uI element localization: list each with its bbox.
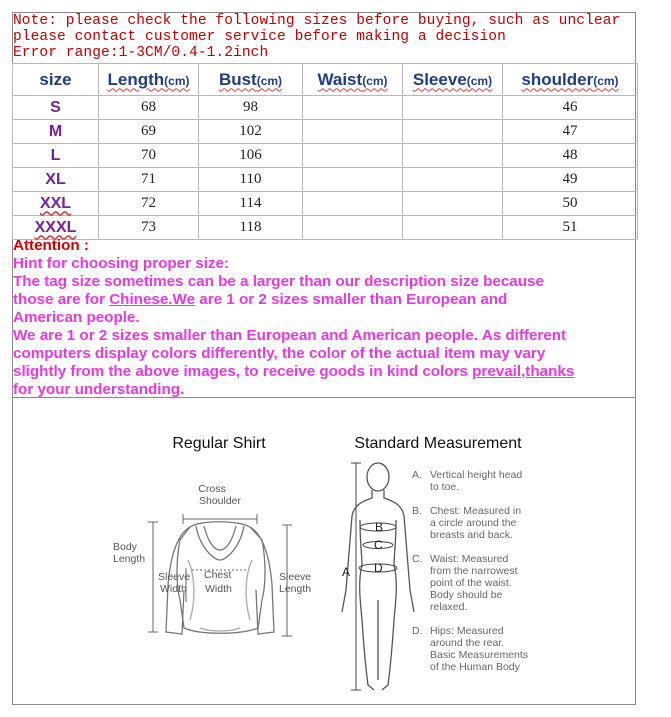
legend-text: Chest: Measured in bbox=[430, 505, 522, 517]
header-shoulder: shoulder(cm) bbox=[503, 64, 638, 96]
cross-shoulder-label: Cross bbox=[198, 483, 226, 495]
legend-text: Waist: Measured bbox=[430, 553, 509, 565]
note-line-1: Note: please check the following sizes before buying, such as unclear bbox=[13, 13, 621, 29]
measurement-legend bbox=[412, 469, 528, 673]
shoulder-cell: 49 bbox=[503, 168, 638, 192]
bust-cell: 118 bbox=[199, 216, 303, 240]
legend-text: a circle around the bbox=[430, 517, 517, 529]
body-length-label: Length bbox=[113, 553, 146, 565]
length-cell: 71 bbox=[99, 168, 199, 192]
legend-letter: C. bbox=[412, 553, 423, 565]
shirt-labels bbox=[113, 483, 311, 595]
bust-cell: 106 bbox=[199, 144, 303, 168]
size-cell: S bbox=[13, 96, 99, 120]
sleeve-length-label: Length bbox=[279, 583, 312, 595]
bust-cell: 98 bbox=[199, 96, 303, 120]
body-silhouette bbox=[342, 463, 414, 690]
marker-a: A bbox=[342, 565, 351, 579]
legend-text: Hips: Measured bbox=[430, 625, 504, 637]
notice-line: American people. bbox=[13, 309, 140, 326]
sleeve-length-label: Sleeve bbox=[279, 571, 312, 583]
notice-line: slightly from the above images, to receive goods in kind colors prevail,thanks bbox=[13, 363, 575, 380]
length-cell: 70 bbox=[99, 144, 199, 168]
chest-width-label: Width bbox=[205, 583, 232, 595]
legend-text: breasts and back. bbox=[430, 529, 513, 541]
note-line-2: please contact customer service before making a decision bbox=[13, 29, 506, 45]
notice-line: those are for Chinese.We are 1 or 2 sizes smaller than European and bbox=[13, 291, 508, 308]
shoulder-cell: 48 bbox=[503, 144, 638, 168]
hint-line: Hint for choosing proper size: bbox=[13, 255, 230, 272]
shoulder-cell: 50 bbox=[503, 192, 638, 216]
sleeve-width-label: Width bbox=[160, 583, 187, 595]
legend-text: relaxed. bbox=[430, 601, 468, 613]
size-cell: XXXL bbox=[13, 216, 99, 240]
legend-text: Body should be bbox=[430, 589, 503, 601]
header-bust: Bust(cm) bbox=[199, 64, 303, 96]
note-line-3: Error range:1-3CM/0.4-1.2inch bbox=[13, 45, 269, 61]
header-length: Length(cm) bbox=[99, 64, 199, 96]
length-cell: 68 bbox=[99, 96, 199, 120]
legend-text: Vertical height head bbox=[430, 469, 523, 481]
length-cell: 72 bbox=[99, 192, 199, 216]
measurement-diagram-title: Standard Measurement bbox=[354, 435, 522, 452]
body-measurement-diagram bbox=[342, 435, 528, 690]
header-sleeve: Sleeve(cm) bbox=[403, 64, 503, 96]
notice-line: computers display colors differently, the color of the actual item may vary bbox=[13, 345, 546, 362]
size-cell: XXL bbox=[13, 192, 99, 216]
sleeve-width-label: Sleeve bbox=[158, 571, 191, 583]
notice-line: The tag size sometimes can be a larger than our description size because bbox=[13, 273, 544, 290]
size-cell: L bbox=[13, 144, 99, 168]
length-cell: 73 bbox=[99, 216, 199, 240]
bust-cell: 114 bbox=[199, 192, 303, 216]
bust-cell: 110 bbox=[199, 168, 303, 192]
body-length-label: Body bbox=[113, 541, 137, 553]
legend-text: Basic Measurements bbox=[430, 649, 529, 661]
header-waist: Waist(cm) bbox=[303, 64, 403, 96]
notice-line: for your understanding. bbox=[13, 381, 185, 398]
shoulder-cell: 51 bbox=[503, 216, 638, 240]
shoulder-cell: 47 bbox=[503, 120, 638, 144]
length-cell: 69 bbox=[99, 120, 199, 144]
attention-title: Attention : bbox=[13, 237, 89, 254]
size-cell: XL bbox=[13, 168, 99, 192]
size-cell: M bbox=[13, 120, 99, 144]
shirt-diagram-title: Regular Shirt bbox=[172, 435, 266, 452]
legend-text: of the Human Body bbox=[430, 661, 520, 673]
shoulder-cell: 46 bbox=[503, 96, 638, 120]
marker-d: D bbox=[374, 561, 383, 575]
cross-shoulder-label: Shoulder bbox=[198, 495, 242, 507]
chest-width-label: Chest bbox=[204, 569, 232, 581]
legend-letter: D. bbox=[412, 625, 423, 637]
legend-text: point of the waist. bbox=[430, 577, 512, 589]
legend-text: around the rear. bbox=[430, 637, 505, 649]
notice-line: We are 1 or 2 sizes smaller than European and American people. As different bbox=[13, 327, 567, 344]
legend-text: to toe. bbox=[430, 481, 460, 493]
header-size: size bbox=[13, 64, 99, 96]
bust-cell: 102 bbox=[199, 120, 303, 144]
legend-letter: B. bbox=[412, 505, 422, 517]
body-measure-lines bbox=[351, 463, 397, 690]
marker-b: B bbox=[375, 520, 384, 534]
legend-text: from the narrowest bbox=[430, 565, 518, 577]
legend-letter: A. bbox=[412, 469, 422, 481]
shirt-diagram bbox=[113, 435, 311, 636]
marker-c: C bbox=[374, 538, 383, 552]
